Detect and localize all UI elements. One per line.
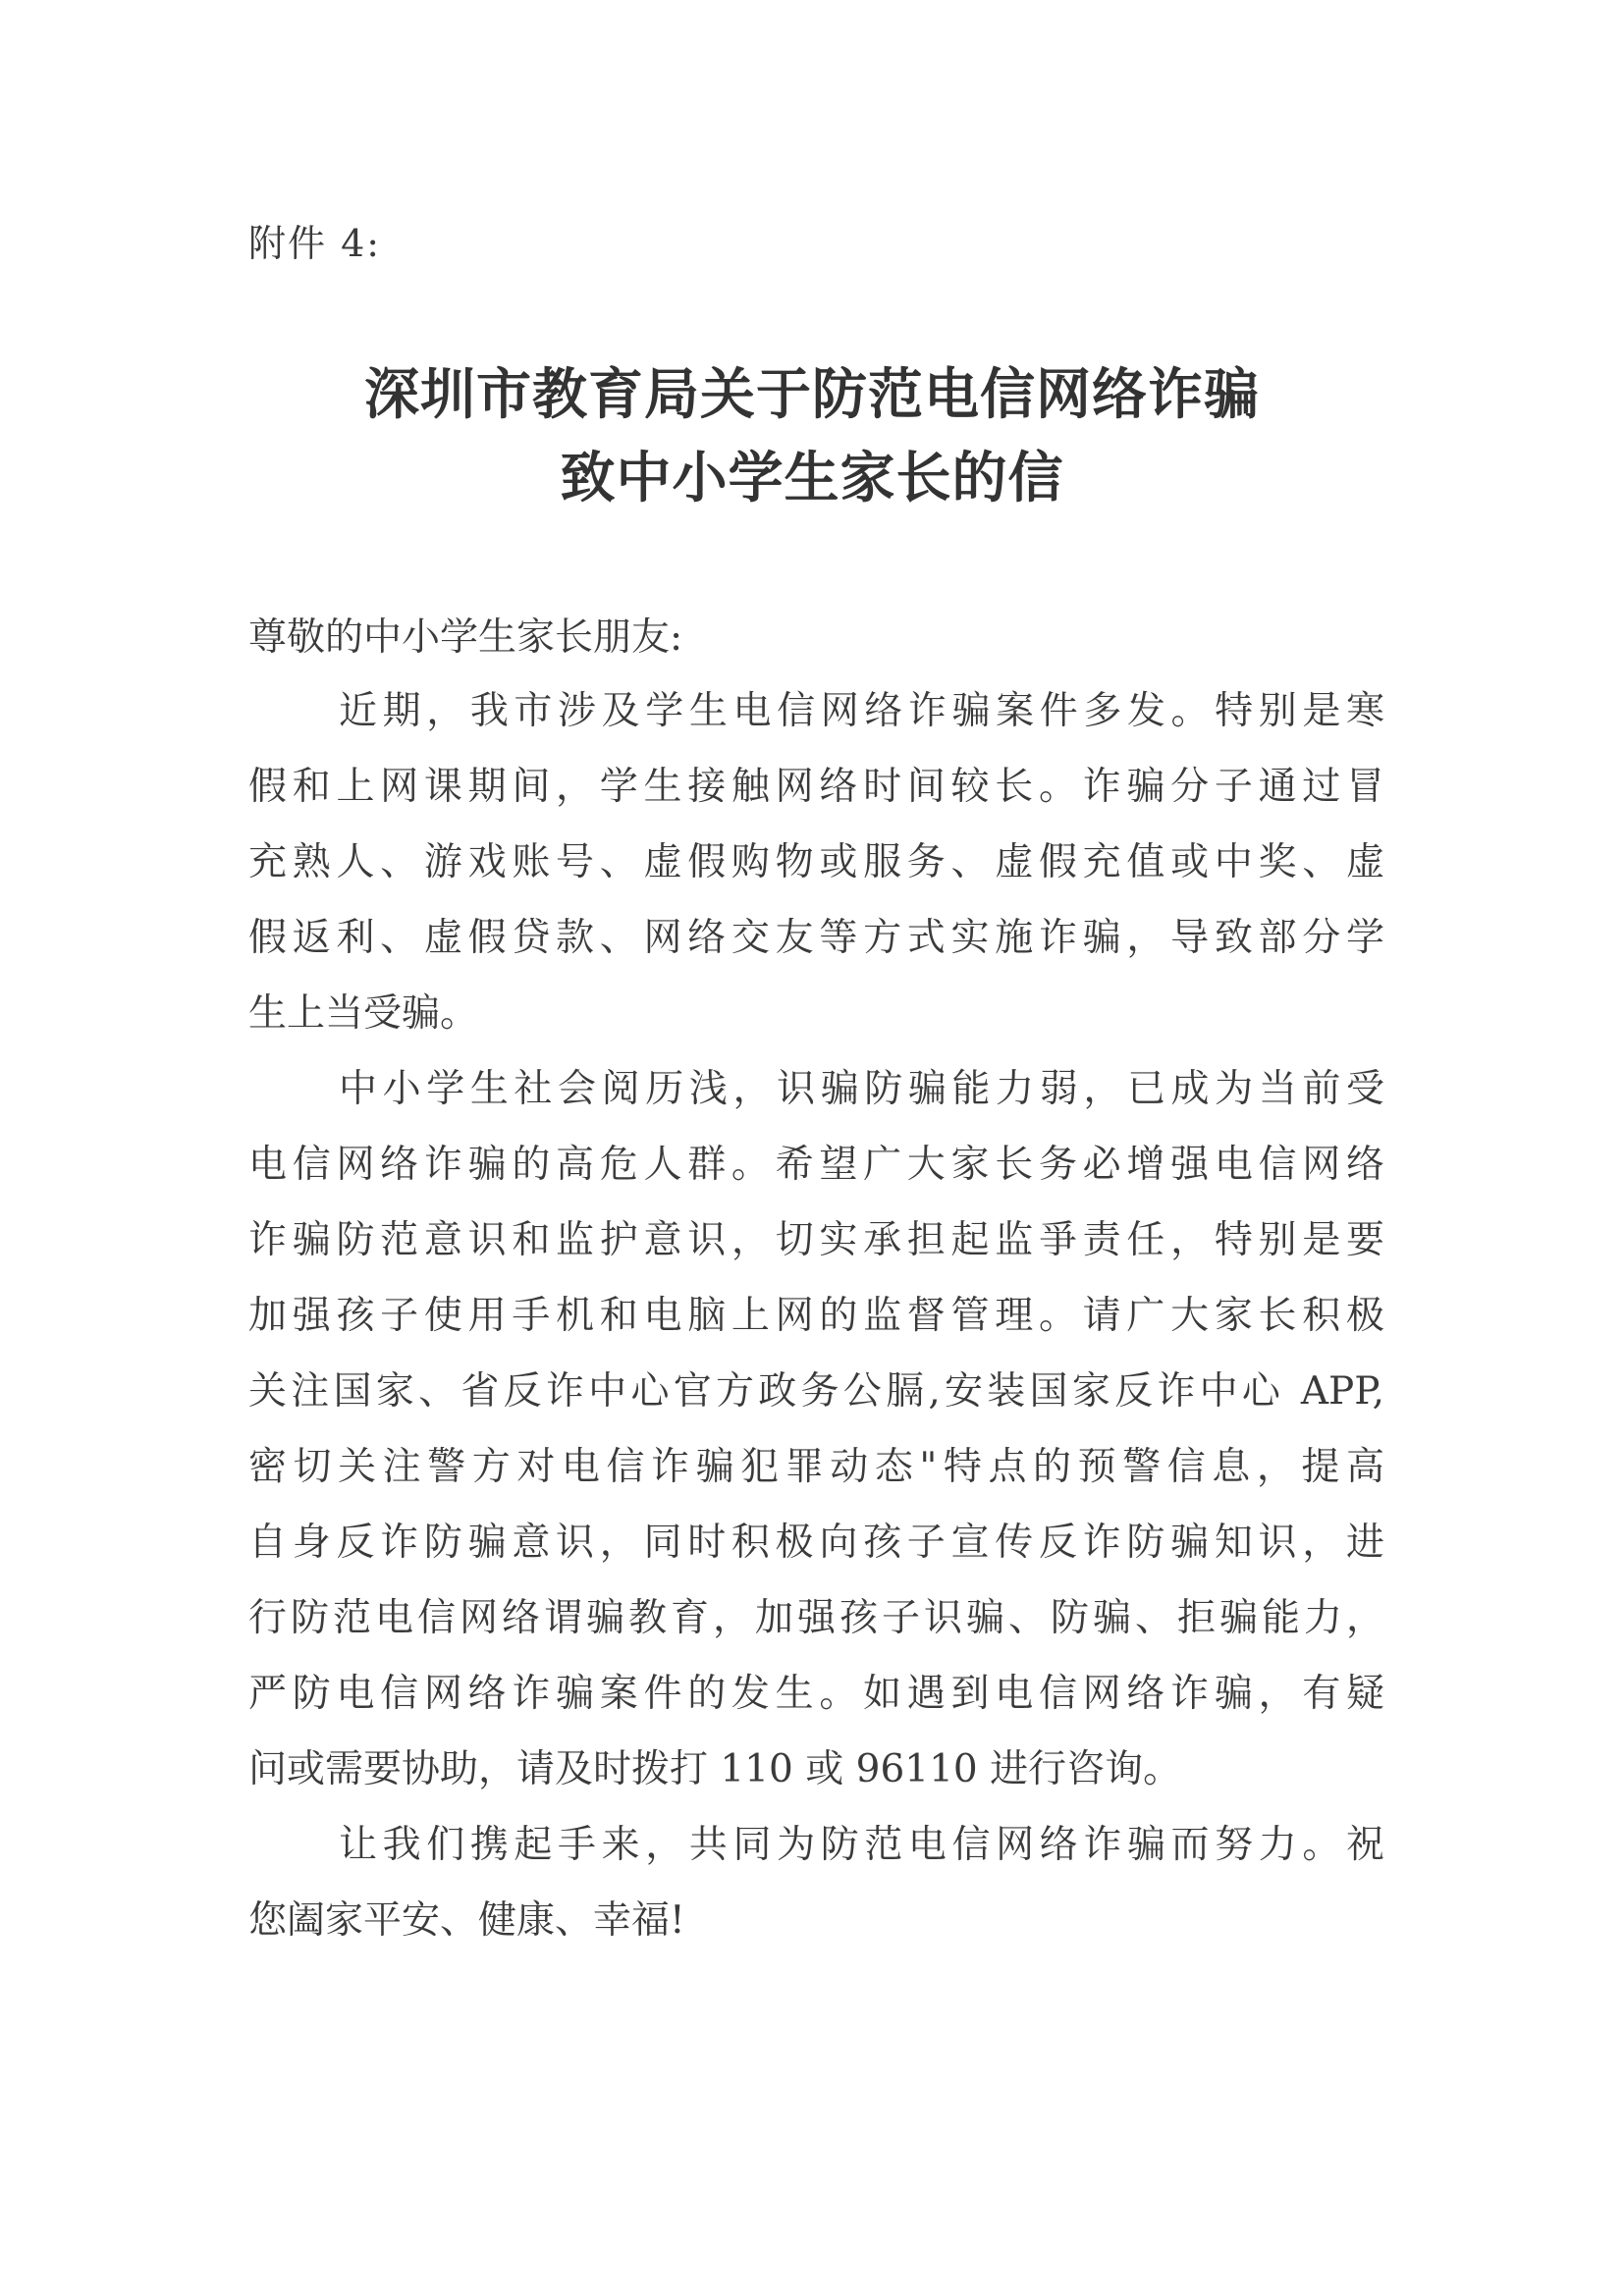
paragraph-1-line-2: 假和上网课期间，学生接触网络时间较长。诈骗分子通过冒 [248,765,1384,809]
salutation: 尊敬的中小学生家长朋友: [248,615,683,660]
paragraph-1-line-1: 近期，我市涉及学生电信网络诈骗案件多发。特别是寒 [339,689,1384,733]
paragraph-2-line-10: 问或需要协助，请及时拨打 110 或 96110 进行咨询。 [248,1747,1182,1791]
paragraph-2-line-5: 关注国家、省反诈中心官方政务公膈,安装国家反诈中心 APP, [248,1369,1384,1414]
paragraph-3-line-1: 让我们携起手来，共同为防范电信网络诈骗而努力。祝 [339,1823,1384,1867]
paragraph-2-line-8: 行防范电信网络谓骗教育，加强孩子识骗、防骗、拒骗能力， [248,1596,1384,1640]
paragraph-2-line-1: 中小学生社会阅历浅，识骗防骗能力弱，已成为当前受 [339,1067,1384,1111]
paragraph-1-line-3: 充熟人、游戏账号、虚假购物或服务、虚假充值或中奖、虚 [248,840,1384,884]
paragraph-3-line-2: 您阖家平安、健康、幸福! [248,1898,685,1943]
paragraph-2-line-7: 自身反诈防骗意识，同时积极向孩子宣传反诈防骗知识，进 [248,1521,1384,1565]
paragraph-2-line-3: 诈骗防范意识和监护意识，切实承担起监爭责任，特别是要 [248,1218,1384,1262]
paragraph-1-line-4: 假返利、虚假贷款、网络交友等方式实施诈骗，导致部分学 [248,916,1384,960]
paragraph-2-line-9: 严防电信网络诈骗案件的发生。如遇到电信网络诈骗，有疑 [248,1672,1384,1716]
paragraph-2-line-4: 加强孩子使用手机和电脑上网的监督管理。请广大家长积极 [248,1294,1384,1338]
document-title-line-1: 深圳市教育局关于防范电信网络诈骗 [364,362,1260,427]
paragraph-2-line-6: 密切关注警方对电信诈骗犯罪动态"特点的预警信息，提高 [248,1445,1384,1489]
paragraph-1-line-5: 生上当受骗。 [248,991,479,1036]
attachment-label: 附件 4: [248,222,382,265]
paragraph-2-line-2: 电信网络诈骗的高危人群。希望广大家长务必增强电信网络 [248,1143,1384,1187]
document-title-line-2: 致中小学生家长的信 [560,446,1064,510]
